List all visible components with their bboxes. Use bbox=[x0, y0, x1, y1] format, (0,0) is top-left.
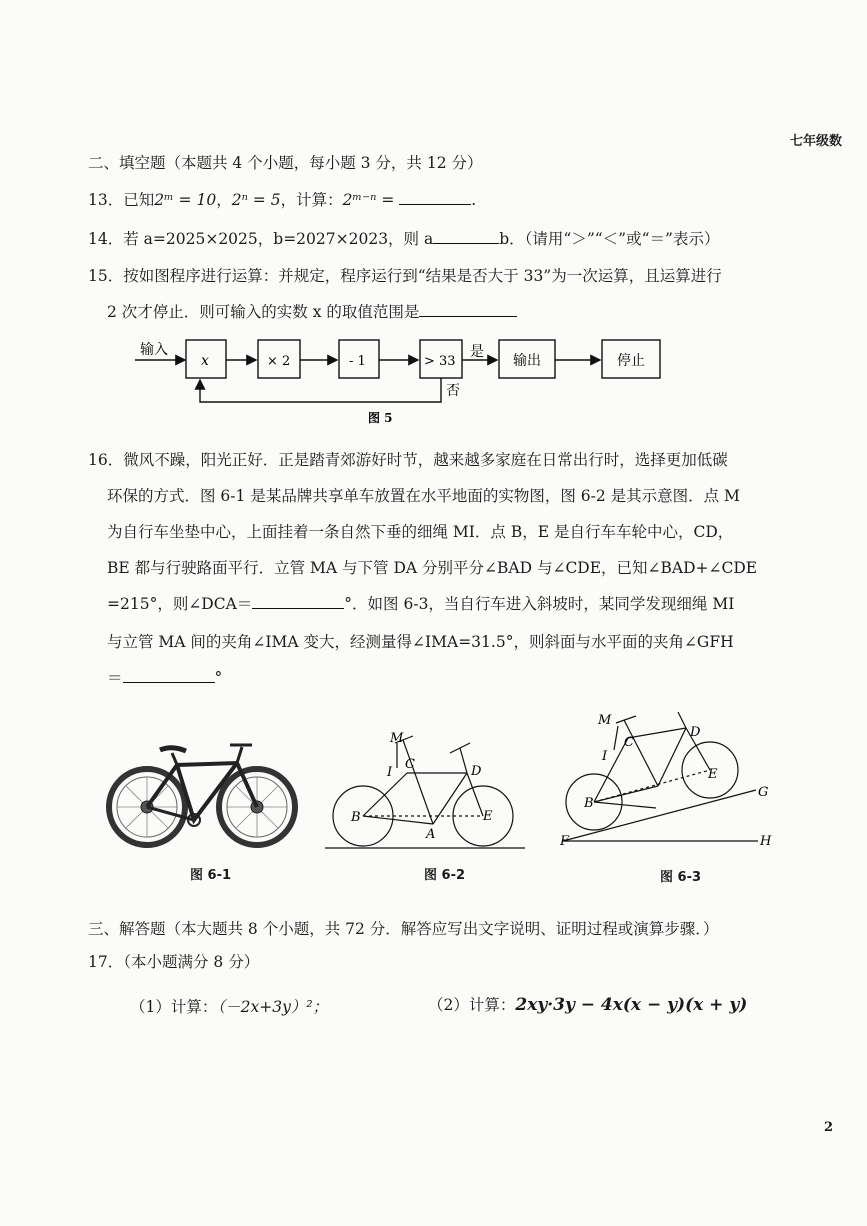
fig2-label-E: E bbox=[483, 809, 493, 824]
fig2-label-A: A bbox=[426, 827, 436, 842]
q13-pre: 已知 bbox=[123, 191, 155, 209]
q16-answer-blank-2[interactable] bbox=[123, 668, 215, 683]
q15-line-1: 按如图程序进行运算：并规定，程序运行到“结果是否大于 33”为一次运算，且运算进行 bbox=[123, 267, 722, 285]
flow-yes-label: 是 bbox=[470, 344, 484, 360]
q16-line-7b: ° bbox=[214, 669, 223, 687]
q16-line-2: 环保的方式．图 6-1 是某品牌共享单车放置在水平地面的实物图，图 6-2 是其示意图．点 M bbox=[107, 487, 740, 505]
section-2-title: 二、填空题（本题共 4 个小题，每小题 3 分，共 12 分） bbox=[88, 154, 483, 172]
figure-6-2-caption: 图 6-2 bbox=[424, 868, 466, 883]
fig3-label-G: G bbox=[758, 785, 769, 800]
q16-answer-blank-1[interactable] bbox=[252, 594, 344, 609]
q13-expr3: 2ᵐ⁻ⁿ = bbox=[342, 191, 395, 209]
flow-caption: 图 5 bbox=[368, 411, 393, 425]
question-13 bbox=[88, 190, 476, 210]
q16-line-4: BE 都与行驶路面平行．立管 MA 与下管 DA 分别平分∠BAD 与∠CDE，已知∠BAD+∠CDE bbox=[107, 559, 758, 577]
flow-input-label: 输入 bbox=[140, 342, 168, 358]
fig2-label-I: I bbox=[387, 765, 393, 780]
q17-part-1-label: （1）计算： bbox=[130, 998, 218, 1016]
bicycle-schematic-figure bbox=[325, 728, 525, 853]
q14-text-1: 若 a=2025×2025，b=2027×2023，则 a bbox=[123, 230, 434, 248]
fig3-label-F: F bbox=[560, 834, 570, 849]
figure-6-1-caption: 图 6-1 bbox=[190, 868, 232, 883]
q17-part-1 bbox=[130, 997, 328, 1017]
fig2-label-C: C bbox=[405, 757, 415, 772]
fig3-label-C: C bbox=[624, 735, 634, 750]
fig2-label-B: B bbox=[351, 810, 361, 825]
q14-answer-blank[interactable] bbox=[433, 229, 499, 244]
q13-end: . bbox=[471, 191, 477, 209]
fig2-label-M: M bbox=[390, 731, 404, 746]
flow-box-multiply: × 2 bbox=[267, 354, 291, 369]
page-number: 2 bbox=[824, 1120, 834, 1135]
figure-6-3-caption: 图 6-3 bbox=[660, 870, 702, 885]
q14-number: 14． bbox=[88, 230, 124, 248]
flow-box-subtract: - 1 bbox=[349, 354, 366, 369]
fig3-label-M: M bbox=[598, 713, 612, 728]
q16-line-3: 为自行车坐垫中心，上面挂着一条自然下垂的细绳 MI．点 B，E 是自行车车轮中心，CD， bbox=[107, 523, 734, 541]
question-15-line-1 bbox=[88, 266, 722, 286]
q17-part-2-expression: 2xy·3y − 4x(x − y)(x + y) bbox=[515, 995, 748, 1015]
fig3-label-I: I bbox=[602, 749, 608, 764]
fig3-label-D: D bbox=[690, 725, 701, 740]
q15-line-2: 2 次才停止．则可输入的实数 x 的取值范围是 bbox=[107, 303, 420, 321]
q16-line-1: 微风不躁，阳光正好．正是踏青郊游好时节，越来越多家庭在日常出行时，选择更加低碳 bbox=[123, 451, 728, 469]
question-16-line-1 bbox=[88, 450, 728, 470]
q16-line-7a: ＝ bbox=[107, 669, 123, 687]
q17-score: （本小题满分 8 分） bbox=[123, 953, 260, 971]
flow-box-output: 输出 bbox=[513, 353, 541, 369]
q15-answer-blank[interactable] bbox=[419, 302, 517, 317]
q17-number: 17． bbox=[88, 953, 124, 971]
q16-line-5a: =215°，则∠DCA＝ bbox=[107, 595, 253, 613]
q17-part-1-expression: （－2x+3y）²； bbox=[217, 998, 329, 1016]
fig2-label-D: D bbox=[471, 764, 482, 779]
q17-part-2 bbox=[428, 995, 747, 1015]
flow-box-x: x bbox=[201, 353, 209, 369]
question-16-line-7 bbox=[107, 668, 222, 688]
question-17-header bbox=[88, 952, 259, 972]
flow-box-compare: > 33 bbox=[424, 354, 456, 369]
fig3-label-E: E bbox=[708, 767, 718, 782]
flow-no-label: 否 bbox=[446, 383, 460, 399]
fig3-label-H: H bbox=[760, 834, 772, 849]
q13-expr2: 2ⁿ = 5 bbox=[231, 191, 281, 209]
q13-expr1: 2ᵐ = 10 bbox=[154, 191, 217, 209]
bicycle-slope-figure bbox=[558, 708, 778, 853]
question-15-line-2 bbox=[107, 302, 517, 322]
bicycle-photo-figure bbox=[102, 735, 302, 850]
question-14 bbox=[88, 229, 719, 249]
q16-number: 16． bbox=[88, 451, 124, 469]
q16-line-6: 与立管 MA 间的夹角∠IMA 变大，经测量得∠IMA=31.5°，则斜面与水平面的夹角∠GFH bbox=[107, 633, 734, 651]
q13-number: 13． bbox=[88, 191, 124, 209]
section-3-title: 三、解答题（本大题共 8 个小题，共 72 分．解答应写出文字说明、证明过程或演算步骤．） bbox=[88, 920, 719, 938]
q13-sep: ， bbox=[216, 191, 232, 209]
flowchart-figure-5 bbox=[130, 330, 690, 430]
q13-mid: ，计算： bbox=[280, 191, 343, 209]
header-right-title: 七年级数 bbox=[790, 134, 843, 149]
question-16-line-5 bbox=[107, 594, 734, 614]
q16-line-5b: °．如图 6-3，当自行车进入斜坡时，某同学发现细绳 MI bbox=[344, 595, 735, 613]
fig3-label-B: B bbox=[584, 796, 594, 811]
q14-text-2: b．（请用“＞”“＜”或“＝”表示） bbox=[499, 230, 720, 248]
q13-answer-blank[interactable] bbox=[399, 190, 471, 205]
flow-box-stop: 停止 bbox=[617, 353, 645, 369]
q17-part-2-label: （2）计算： bbox=[428, 996, 516, 1014]
q15-number: 15． bbox=[88, 267, 124, 285]
